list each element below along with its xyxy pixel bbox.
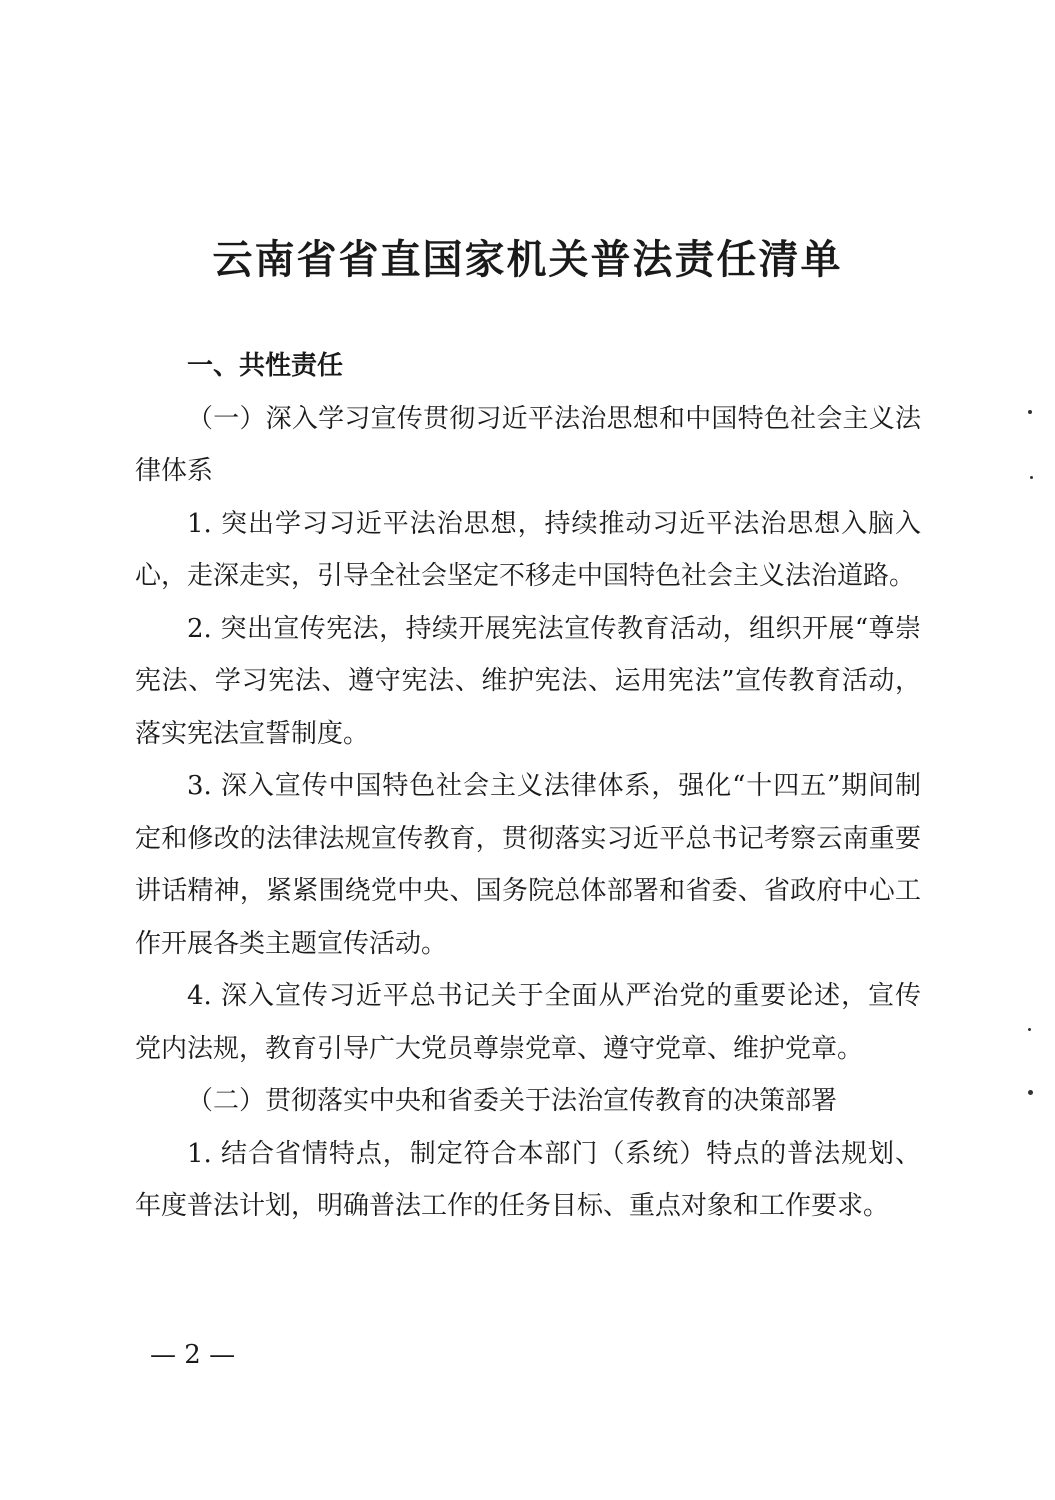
document-body: [135, 340, 921, 1233]
document-title: 云南省省直国家机关普法责任清单: [212, 237, 843, 283]
section-heading: 一、共性责任: [187, 351, 344, 381]
paragraph: 1. 结合省情特点，制定符合本部门（系统）特点的普法规划、年度普法计划，明确普法工作的任务目标、重点对象和工作要求。: [135, 1138, 921, 1221]
scan-speck: [1030, 476, 1033, 479]
subsection-heading: （一）深入学习宣传贯彻习近平法治思想和中国特色社会主义法律体系: [135, 403, 921, 486]
scan-speck: [1028, 410, 1032, 414]
paragraph: 2. 突出宣传宪法，持续开展宪法宣传教育活动，组织开展“尊崇宪法、学习宪法、遵守宪法、维护宪法、运用宪法”宣传教育活动，落实宪法宣誓制度。: [135, 613, 921, 749]
paragraph: 1. 突出学习习近平法治思想，持续推动习近平法治思想入脑入心，走深走实，引导全社会坚定不移走中国特色社会主义法治道路。: [135, 508, 921, 591]
scan-speck: [1028, 1028, 1031, 1031]
page-number: — 2 —: [150, 1340, 236, 1370]
paragraph: 4. 深入宣传习近平总书记关于全面从严治党的重要论述，宣传党内法规，教育引导广大党员尊崇党章、遵守党章、维护党章。: [135, 981, 921, 1064]
subsection-heading: （二）贯彻落实中央和省委关于法治宣传教育的决策部署: [187, 1086, 838, 1116]
scan-speck: [1028, 1090, 1033, 1095]
paragraph: 3. 深入宣传中国特色社会主义法律体系，强化“十四五”期间制定和修改的法律法规宣传教育，贯彻落实习近平总书记考察云南重要讲话精神，紧紧围绕党中央、国务院总体部署和省委、省政府中心工作开展各类主题宣传活动。: [135, 771, 921, 959]
